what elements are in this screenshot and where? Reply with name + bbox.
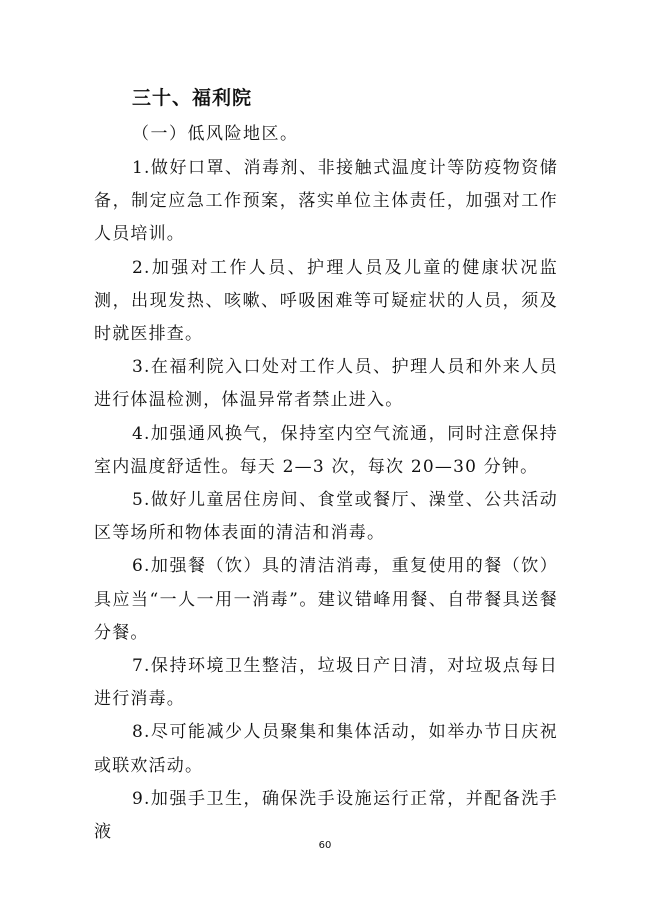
paragraph-8: 8.尽可能减少人员聚集和集体活动，如举办节日庆祝或联欢活动。 [94, 722, 558, 776]
paragraph-5: 5.做好儿童居住房间、食堂或餐厅、澡堂、公共活动区等场所和物体表面的清洁和消毒。 [94, 490, 558, 544]
paragraph-4: 4.加强通风换气，保持室内空气流通，同时注意保持室内温度舒适性。每天 2—3 次，每次 20—30 分钟。 [94, 423, 558, 477]
paragraph-3: 3.在福利院入口处对工作人员、护理人员和外来人员进行体温检测，体温异常者禁止进入。 [94, 357, 558, 411]
paragraph-2: 2.加强对工作人员、护理人员及儿童的健康状况监测，出现发热、咳嗽、呼吸困难等可疑症状的人员，须及时就医排查。 [94, 257, 558, 345]
page-number: 60 [318, 840, 332, 851]
subsection-title: （一）低风险地区。 [132, 124, 299, 144]
body-text [94, 152, 558, 849]
paragraph-6: 6.加强餐（饮）具的清洁消毒，重复使用的餐（饮）具应当“一人一用一消毒”。建议错峰用餐、自带餐具送餐分餐。 [94, 556, 558, 643]
paragraph-7: 7.保持环境卫生整洁，垃圾日产日清，对垃圾点每日进行消毒。 [94, 656, 558, 710]
section-title: 三十、福利院 [132, 87, 253, 109]
paragraph-1: 1.做好口罩、消毒剂、非接触式温度计等防疫物资储备，制定应急工作预案，落实单位主体责任，加强对工作人员培训。 [94, 158, 558, 245]
paragraph-9: 9.加强手卫生，确保洗手设施运行正常，并配备洗手液 [94, 788, 558, 843]
